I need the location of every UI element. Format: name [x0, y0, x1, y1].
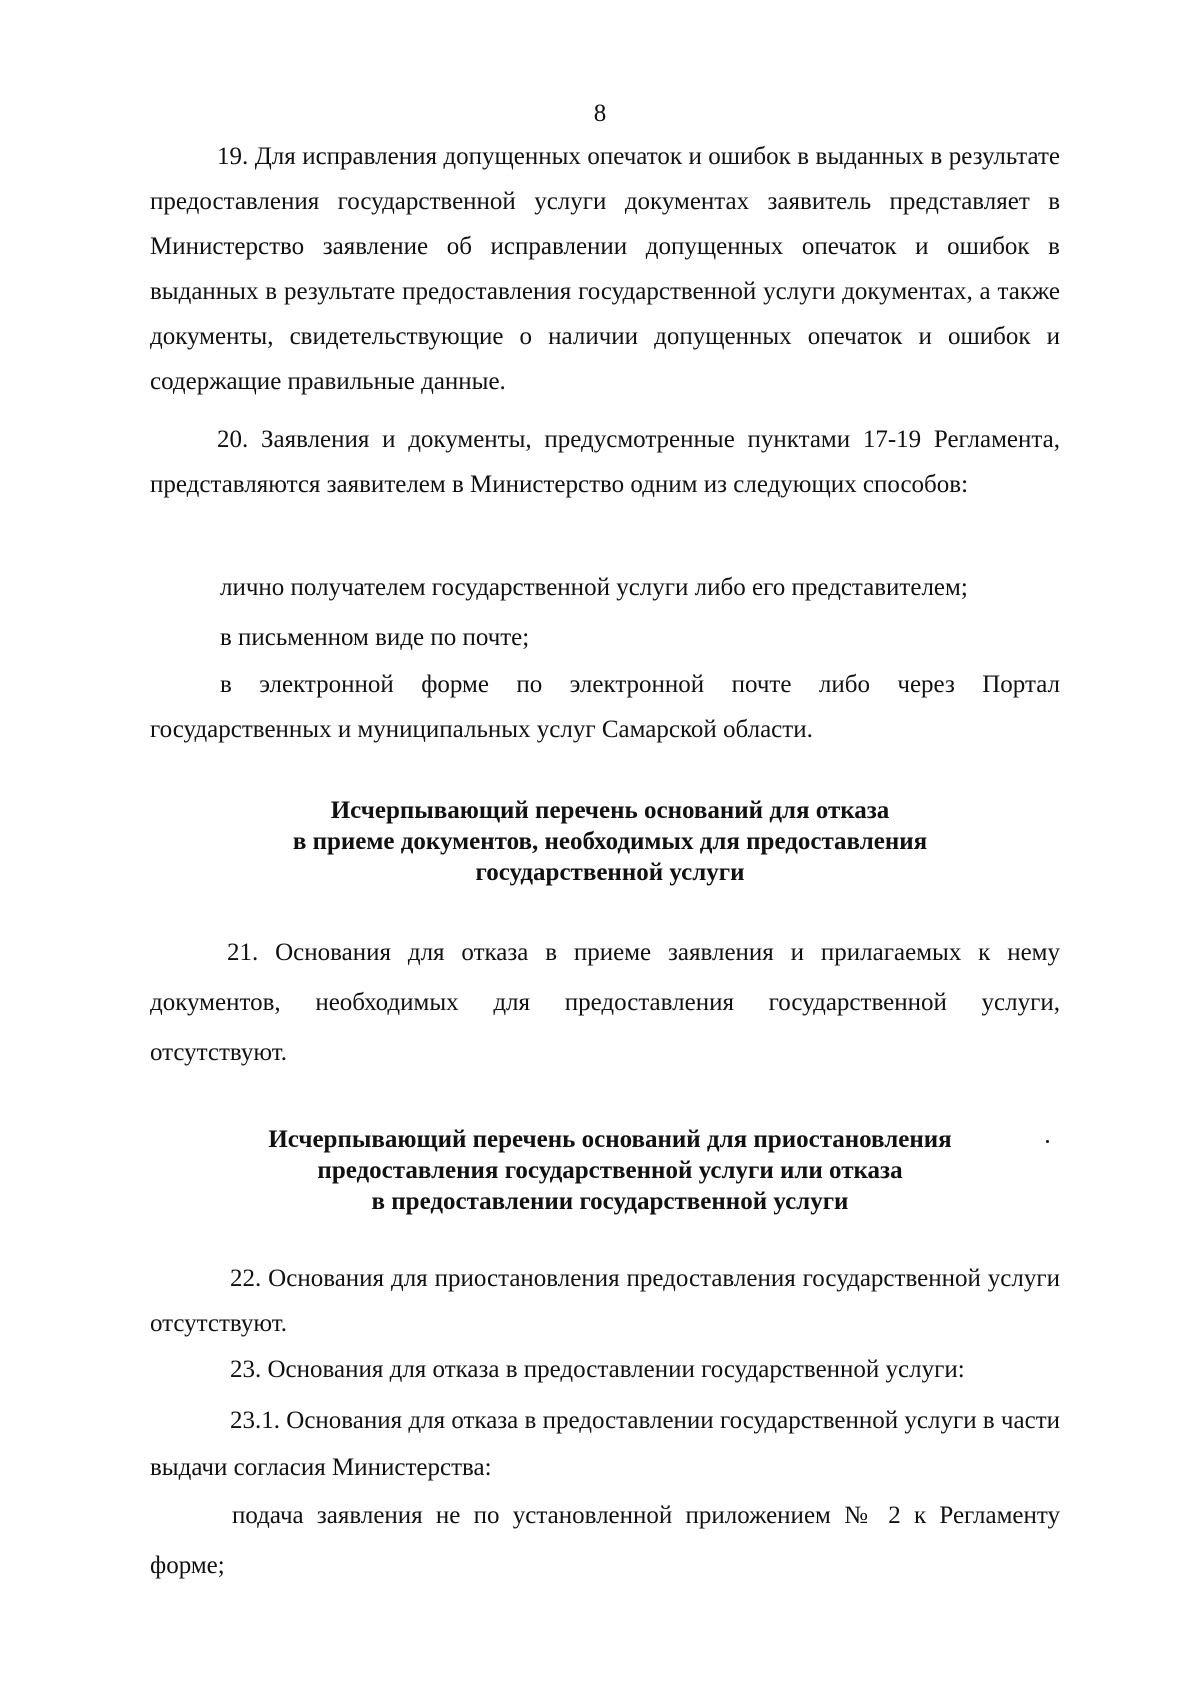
paragraph-20: 20. Заявления и документы, предусмотренные пунктами 17-19 Регламента, представляются заявителем в Министерство одним из следующих способов:	[150, 426, 1060, 498]
paragraph-23-1-item-1: подача заявления не по установленной приложением № 2 к Регламенту форме;	[150, 1502, 1060, 1579]
heading-line: Исчерпывающий перечень оснований для отказа	[330, 797, 890, 824]
paragraph-22: 22. Основания для приостановления предоставления государственной услуги отсутствуют.	[150, 1265, 1060, 1337]
section-heading-suspension-refusal	[150, 1124, 1070, 1217]
heading-line: предоставления государственной услуги или отказа	[317, 1157, 903, 1184]
paragraph-23: 23. Основания для отказа в предоставлении государственной услуги:	[230, 1356, 965, 1383]
section-heading-refusal-acceptance	[150, 795, 1070, 888]
paragraph-20-item-1: лично получателем государственной услуги либо его представителем;	[220, 574, 968, 601]
paragraph-20-item-3: в электронной форме по электронной почте либо через Портал государственных и муниципальных услуг Самарской области.	[150, 671, 1060, 743]
scan-speck	[1046, 1140, 1049, 1143]
paragraph-21: 21. Основания для отказа в приеме заявления и прилагаемых к нему документов, необходимых для предоставления государственной услуги, отсутствуют.	[150, 939, 1060, 1066]
paragraph-19: 19. Для исправления допущенных опечаток и ошибок в выданных в результате предоставления государственной услуги документах заявитель представляет в Министерство заявление об исправлении допущенных опечаток и ошибок в выданных в результате предоставления государственной услуги документах, а также документы, свидетельствующие о наличии допущенных опечаток и ошибок и содержащие правильные данные.	[150, 143, 1060, 395]
page-number: 8	[593, 100, 607, 127]
heading-line: в приеме документов, необходимых для предоставления	[292, 828, 928, 855]
paragraph-20-item-2: в письменном виде по почте;	[220, 624, 530, 651]
paragraph-23-1: 23.1. Основания для отказа в предоставлении государственной услуги в части выдачи согласия Министерства:	[150, 1407, 1060, 1481]
heading-line: в предоставлении государственной услуги	[371, 1188, 849, 1215]
heading-line: Исчерпывающий перечень оснований для приостановления	[268, 1126, 952, 1153]
heading-line: государственной услуги	[475, 859, 745, 886]
